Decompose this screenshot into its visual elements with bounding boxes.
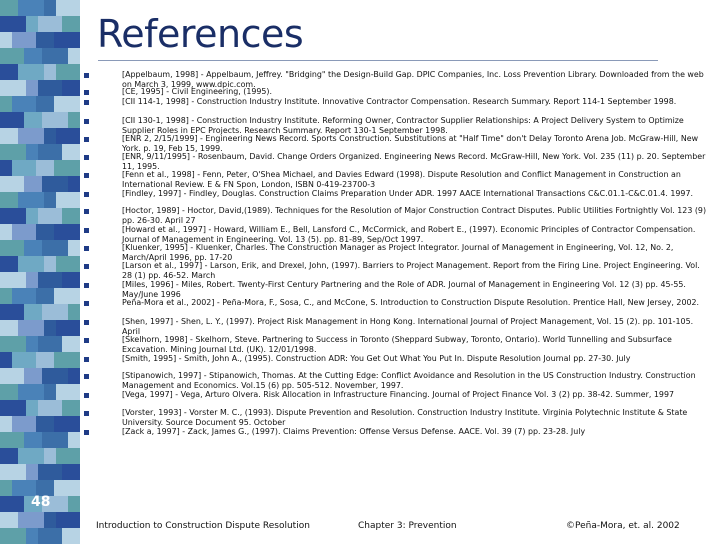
stripe-block [0,320,18,336]
stripe-block [36,32,54,48]
reference-text: [Larson et al., 1997] - Larson, Erik, and Drexel, John, (1997). Barriers to Project Management. Report from the Firing Line. Project Engineering. Vol. 28 (1) pp. 46-52. March [122,261,700,280]
reference-text: Peña-Mora et al., 2002] - Peña-Mora, F., Sosa, C., and McCone, S. Introduction to Construction Dispute Resolution. Prentice Hall, New Jersey, 2002. [122,298,700,307]
stripe-block [24,368,42,384]
stripe-block [0,128,18,144]
stripe-block [68,240,80,256]
reference-text: [ENR 2, 2/15/1999] - Engineering News Record. Sports Construction. Substitutions at "Half Time" don't Delay Toronto Arena Job. McGraw-Hill, New York. p. 19, Feb 15, 1999. [122,134,699,153]
stripe-block [56,384,80,400]
reference-text: [CII 130-1, 1998] - Construction Industry Institute. Reforming Owner, Contractor Supplier Relationships: A Project Delivery System to Optimize Supplier Roles in EPC Projects. Research Summary. Report 130-1 September 1998. [122,116,684,135]
stripe-block [0,384,18,400]
bullet-icon [84,228,89,233]
stripe-block [44,64,56,80]
stripe-block [36,96,54,112]
bullet-icon [84,73,89,78]
stripe-block [0,96,12,112]
stripe-block [54,480,80,496]
stripe-block [0,48,24,64]
stripe-block [68,304,80,320]
stripe-block [26,208,38,224]
stripe-block [24,48,42,64]
stripe-block [18,384,44,400]
stripe-block [56,320,80,336]
stripe-block [38,80,62,96]
stripe-block [54,224,80,240]
bullet-icon [84,137,89,142]
stripe-block [36,416,54,432]
stripe-block [0,352,12,368]
stripe-block [56,192,80,208]
footer-course-title: Introduction to Construction Dispute Resolution [96,521,310,531]
stripe-block [44,192,56,208]
stripe-block [68,432,80,448]
stripe-block [0,464,26,480]
stripe-block [0,176,24,192]
stripe-block [0,208,26,224]
reference-text: [CE, 1995] - Civil Engineering, (1995). [122,87,272,96]
stripe-block [36,224,54,240]
stripe-block [36,288,54,304]
stripe-block [0,496,24,512]
stripe-block [24,176,42,192]
bullet-icon [84,100,89,105]
reference-text: [Shen, 1997] - Shen, L. Y., (1997). Project Risk Management in Hong Kong. International Journal of Project Management, Vol. 15 (2). pp. 101-105. April [122,317,694,336]
stripe-block [18,0,44,16]
stripe-block [0,240,24,256]
stripe-block [42,432,68,448]
bullet-icon [84,393,89,398]
stripe-block [68,112,80,128]
stripe-block [62,272,80,288]
stripe-block [24,112,42,128]
bullet-icon [84,357,89,362]
stripe-block [12,160,36,176]
stripe-block [24,240,42,256]
stripe-block [0,112,24,128]
stripe-block [62,16,80,32]
stripe-block [42,240,68,256]
bullet-icon [84,90,89,95]
bullet-icon [84,119,89,124]
stripe-block [54,96,80,112]
stripe-block [54,160,80,176]
stripe-block [38,464,62,480]
reference-text: [Stipanowich, 1997] - Stipanowich, Thomas. At the Cutting Edge: Conflict Avoidance and Resolution in the US Construction Industry. Construction Management and Economics. Vol.15 (6) pp. 505-512. November, 1997. [122,371,696,390]
reference-text: [Howard et al., 1997] - Howard, William E., Bell, Lansford C., McCormick, and Robert E., (1997). Economic Principles of Contractor Compensation. Journal of Management in Engineering. Vol. 13 (5). pp. 81-89, Sep/Oct 1997. [122,225,696,244]
stripe-block [62,464,80,480]
stripe-block [54,32,80,48]
stripe-block [12,288,36,304]
stripe-block [38,16,62,32]
stripe-block [68,48,80,64]
decorative-stripe-bar [0,0,80,540]
reference-text: [ENR, 9/11/1995] - Rosenbaum, David. Change Orders Organized. Engineering News Record. McGraw-Hill, New York. Vol. 235 (11) p. 20. September 11, 1995. [122,152,706,171]
bullet-icon [84,192,89,197]
stripe-block [0,480,12,496]
bullet-icon [84,320,89,325]
stripe-block [18,320,44,336]
stripe-block [0,192,18,208]
stripe-block [18,512,44,528]
stripe-block [0,16,26,32]
stripe-block [0,160,12,176]
stripe-block [54,352,80,368]
stripe-block [0,32,12,48]
reference-text: [Fenn et al., 1998] - Fenn, Peter, O'Shea Michael, and Davies Edward (1998). Dispute Resolution and Conflict Management in Construction an International Review. E & FN Spon, London, ISBN 0-419-23700-3 [122,170,681,189]
stripe-block [38,400,62,416]
reference-text: [Vorster, 1993] - Vorster M. C., (1993). Dispute Prevention and Resolution. Construction Industry Institute. Virginia Polytechnic Institute & State University. Source Document 95. October [122,408,688,427]
stripe-block [54,416,80,432]
stripe-block [18,128,44,144]
stripe-block [38,272,62,288]
stripe-block [12,96,36,112]
stripe-block [38,336,62,352]
footer-chapter: Chapter 3: Prevention [358,521,457,531]
reference-text: [CII 114-1, 1998] - Construction Industry Institute. Innovative Contractor Compensation. Research Summary. Report 114-1 September 1998. [122,97,677,106]
stripe-block [44,320,56,336]
bullet-icon [84,209,89,214]
slide-title: References [97,12,304,56]
stripe-block [0,512,18,528]
bullet-icon [84,338,89,343]
stripe-block [44,256,56,272]
stripe-block [68,176,80,192]
bullet-icon [84,246,89,251]
reference-text: [Findley, 1997] - Findley, Douglas. Construction Claims Preparation Under ADR. 1997 AACE International Transactions C&C.01.1-C&C.01.4. 1997. [122,189,693,198]
title-divider [98,60,658,61]
stripe-block [12,32,36,48]
stripe-block [26,80,38,96]
stripe-block [56,128,80,144]
stripe-block [62,144,80,160]
bullet-icon [84,173,89,178]
bullet-icon [84,411,89,416]
stripe-block [44,0,56,16]
stripe-block [42,48,68,64]
page-number: 48 [31,494,51,510]
stripe-block [26,400,38,416]
stripe-block [0,256,18,272]
stripe-block [42,368,68,384]
reference-text: [Kluenker, 1995] - Kluenker, Charles. The Construction Manager as Project Integrator. Journal of Management in Engineering, Vol. 12, No. 2, March/April 1996, pp. 17-20 [122,243,674,262]
stripe-block [44,384,56,400]
reference-list [84,70,712,510]
stripe-block [18,256,44,272]
stripe-block [62,80,80,96]
stripe-block [0,224,12,240]
stripe-block [26,144,38,160]
stripe-block [26,16,38,32]
stripe-block [18,192,44,208]
reference-text: [Hoctor, 1989] - Hoctor, David,(1989). Techniques for the Resolution of Major Construction Contract Disputes. Public Utilities Fortnightly Vol. 123 (9) pp. 26-30. April 27 [122,206,707,225]
stripe-block [0,528,26,544]
bullet-icon [84,283,89,288]
stripe-block [18,448,44,464]
stripe-block [26,464,38,480]
stripe-block [44,448,56,464]
stripe-block [0,272,26,288]
stripe-block [26,528,38,544]
stripe-block [0,448,18,464]
stripe-block [68,496,80,512]
stripe-block [24,304,42,320]
stripe-block [56,256,80,272]
reference-text: [Zack a, 1997] - Zack, James G., (1997). Claims Prevention: Offense Versus Defense. AACE. Vol. 39 (7) pp. 23-28. July [122,427,586,436]
stripe-block [0,368,24,384]
stripe-block [42,112,68,128]
bullet-icon [84,374,89,379]
bullet-icon [84,264,89,269]
stripe-block [36,352,54,368]
reference-text: [Appelbaum, 1998] - Appelbaum, Jeffrey. "Bridging" the Design-Build Gap. DPIC Companies, Inc. Loss Prevention Library. Downloaded from the web on March 3, 1999, www.dpic.com. [122,70,704,89]
footer-copyright: ©Peña-Mora, et. al. 2002 [566,521,680,531]
stripe-block [0,336,26,352]
stripe-block [56,0,80,16]
stripe-block [62,528,80,544]
stripe-block [38,144,62,160]
bullet-icon [84,430,89,435]
reference-text: [Miles, 1996] - Miles, Robert. Twenty-First Century Partnering and the Role of ADR. Journal of Management in Engineering Vol. 12 (3) pp. 45-55. May/June 1996 [122,280,686,299]
bullet-icon [84,301,89,306]
stripe-block [26,272,38,288]
stripe-block [0,80,26,96]
stripe-block [0,304,24,320]
stripe-block [68,368,80,384]
stripe-block [24,432,42,448]
stripe-block [56,512,80,528]
stripe-block [62,400,80,416]
bullet-icon [84,155,89,160]
stripe-block [44,128,56,144]
stripe-block [0,288,12,304]
stripe-block [0,0,18,16]
stripe-block [12,352,36,368]
stripe-block [54,288,80,304]
stripe-block [0,64,18,80]
stripe-block [0,144,26,160]
stripe-block [56,64,80,80]
stripe-block [62,208,80,224]
reference-text: [Vega, 1997] - Vega, Arturo Olvera. Risk Allocation in Infrastructure Financing. Journal of Project Finance Vol. 3 (2) pp. 38-42. Summer, 1997 [122,390,674,399]
stripe-block [44,512,56,528]
stripe-block [38,208,62,224]
stripe-block [18,64,44,80]
stripe-block [42,176,68,192]
stripe-block [56,448,80,464]
stripe-block [38,528,62,544]
stripe-block [62,336,80,352]
stripe-block [0,416,12,432]
stripe-block [12,224,36,240]
stripe-block [12,416,36,432]
stripe-block [36,160,54,176]
reference-text: [Smith, 1995] - Smith, John A., (1995). Construction ADR: You Get Out What You Put In. Dispute Resolution Journal pp. 27-30. July [122,354,631,363]
stripe-block [26,336,38,352]
stripe-block [0,400,26,416]
stripe-block [0,432,24,448]
reference-text: [Skelhorn, 1998] - Skelhorn, Steve. Partnering to Success in Toronto (Sheppard Subway, Toronto, Ontario). World Tunnelling and Subsurface Excavation. Mining Journal Ltd. (UK). 12/01/1998. [122,335,672,354]
stripe-block [42,304,68,320]
